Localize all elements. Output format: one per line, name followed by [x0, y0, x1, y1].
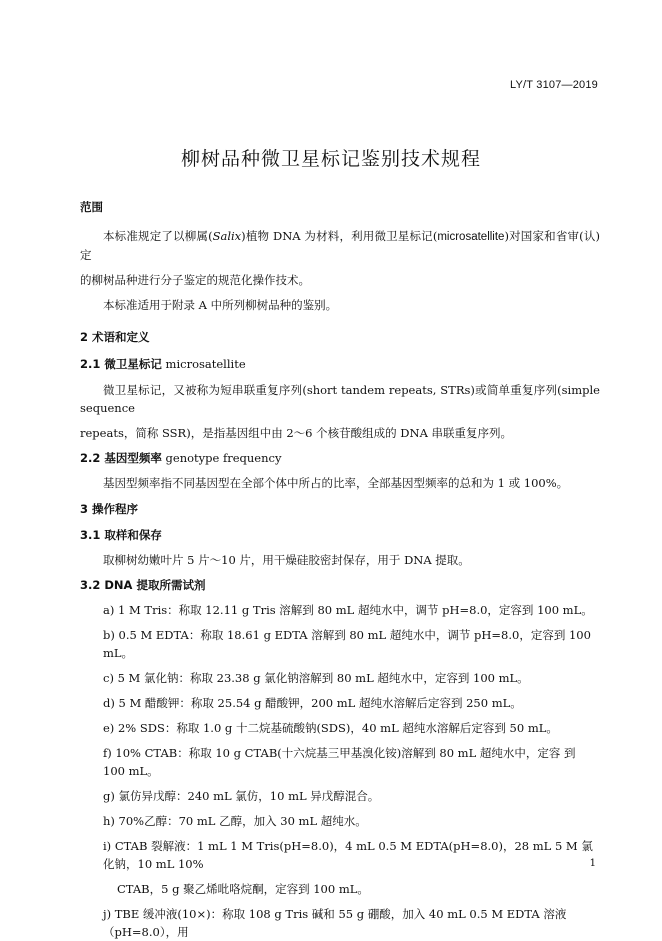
reagent-item-e: e) 2% SDS：称取 1.0 g 十二烷基硫酸钠(SDS)，40 mL 超纯水溶解后定容到 50 mL。	[103, 721, 558, 735]
term-2-1-english: microsatellite	[161, 357, 246, 371]
section-heading-scope: 范围	[80, 200, 103, 214]
microsatellite-term: microsatellite	[437, 231, 505, 243]
reagent-item-f: f) 10% CTAB：称取 10 g CTAB(十六烷基三甲基溴化铵)溶解到 80 mL 超纯水中，定容 到 100 mL。	[103, 746, 576, 778]
section-heading-procedure: 3 操作程序	[80, 502, 139, 516]
term-2-1-label: 2.1 微卫星标记	[80, 357, 162, 371]
reagent-item-a: a) 1 M Tris：称取 12.11 g Tris 溶解到 80 mL 超纯水中，调节 pH=8.0，定容到 100 mL。	[103, 603, 593, 617]
page-number: 1	[589, 858, 596, 869]
reagent-item-i-line-1: i) CTAB 裂解液：1 mL 1 M Tris(pH=8.0)，4 mL 0.5 M EDTA(pH=8.0)，28 mL 5 M 氯化钠，10 mL 10%	[103, 839, 593, 871]
term-2-2-line-1: 基因型频率指不同基因型在全部个体中所占的比率，全部基因型频率的总和为 1 或 100%。	[103, 476, 569, 490]
term-2-2-heading	[80, 449, 600, 467]
scope-paragraph-1	[80, 227, 600, 264]
scope-text-b: )植物 DNA 为材料，利用微卫星标记(	[241, 229, 438, 243]
scope-text-a: 本标准规定了以柳属(	[103, 229, 213, 243]
reagent-item-g: g) 氯仿异戊醇：240 mL 氯仿，10 mL 异戊醇混合。	[103, 789, 380, 803]
term-2-2-english: genotype frequency	[161, 451, 282, 465]
standard-number: LY/T 3107—2019	[509, 79, 598, 91]
document-body	[80, 198, 600, 941]
reagent-item-b: b) 0.5 M EDTA：称取 18.61 g EDTA 溶解到 80 mL 超纯水中，调节 pH=8.0，定容到 100 mL。	[103, 628, 591, 660]
scope-text-c: )对国家和省审(认)定	[80, 229, 600, 262]
scope-paragraph-2: 本标准适用于附录 A 中所列柳树品种的鉴别。	[103, 298, 338, 312]
reagent-item-h: h) 70%乙醇：70 mL 乙醇，加入 30 mL 超纯水。	[103, 814, 367, 828]
subsection-3-1-text: 取柳树幼嫩叶片 5 片～10 片，用干燥硅胶密封保存，用于 DNA 提取。	[103, 553, 470, 567]
reagent-item-c: c) 5 M 氯化钠：称取 23.38 g 氯化钠溶解到 80 mL 超纯水中，定容到 100 mL。	[103, 671, 529, 685]
term-2-1-heading	[80, 355, 600, 373]
term-2-1-line-2: repeats，简称 SSR)，是指基因组中由 2～6 个核苷酸组成的 DNA 串联重复序列。	[80, 426, 513, 440]
term-2-2-label: 2.2 基因型频率	[80, 451, 162, 465]
scope-paragraph-1-cont: 的柳树品种进行分子鉴定的规范化操作技术。	[80, 273, 310, 287]
reagent-item-d: d) 5 M 醋酸钾：称取 25.54 g 醋酸钾，200 mL 超纯水溶解后定容到 250 mL。	[103, 696, 522, 710]
reagent-item-j-line-1: j) TBE 缓冲液(10×)：称取 108 g Tris 碱和 55 g 硼酸，加入 40 mL 0.5 M EDTA 溶液（pH=8.0），用	[103, 907, 567, 939]
document-title: 柳树品种微卫星标记鉴别技术规程	[180, 148, 481, 170]
term-2-1-line-1: 微卫星标记，又被称为短串联重复序列(short tandem repeats, STRs)或简单重复序列(simple sequence	[80, 383, 600, 415]
subsection-3-2-heading: 3.2 DNA 提取所需试剂	[80, 578, 206, 592]
salix-italic: Salix	[212, 229, 242, 243]
section-heading-terms: 2 术语和定义	[80, 330, 150, 344]
subsection-3-1-heading: 3.1 取样和保存	[80, 528, 162, 542]
reagent-item-i-line-2: CTAB，5 g 聚乙烯吡咯烷酮，定容到 100 mL。	[117, 882, 369, 896]
